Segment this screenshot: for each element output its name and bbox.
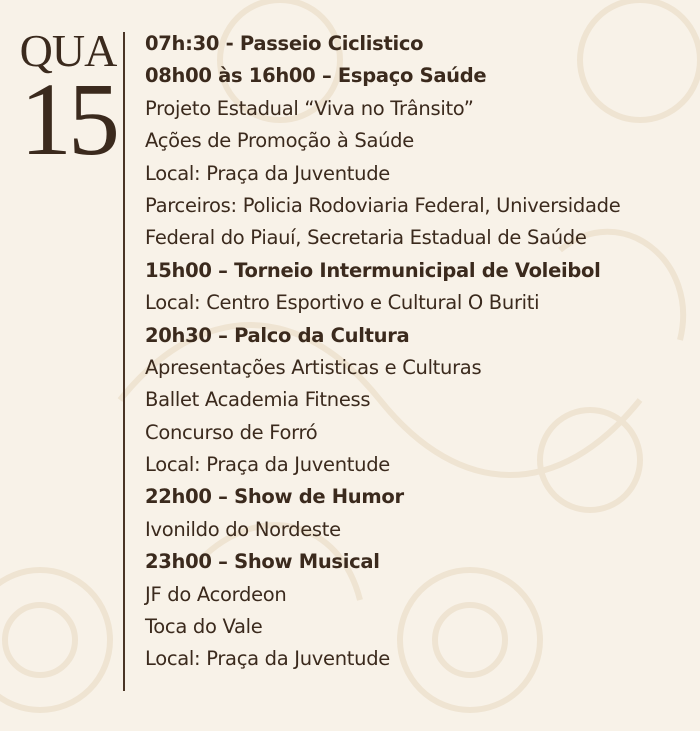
date-block (18, 25, 118, 177)
schedule-event-title: 20h30 – Palco da Cultura (145, 323, 410, 347)
schedule-detail: Local: Praça da Juventude (145, 453, 390, 477)
schedule-detail: Projeto Estadual “Viva no Trânsito” (145, 96, 474, 120)
schedule-event-title: 23h00 – Show Musical (145, 550, 380, 574)
schedule-event-title: 15h00 – Torneio Intermunicipal de Voleibol (145, 258, 601, 282)
schedule-detail: Ivonildo do Nordeste (145, 517, 341, 541)
schedule-event-title: 07h:30 - Passeio Ciclistico (145, 32, 424, 55)
day-number: 15 (20, 62, 116, 177)
schedule-detail: Ações de Promoção à Saúde (145, 129, 414, 153)
schedule-detail: JF do Acordeon (145, 582, 287, 606)
schedule-detail: Local: Centro Esportivo e Cultural O Buriti (145, 291, 540, 315)
schedule-list (145, 28, 620, 676)
schedule-detail: Ballet Academia Fitness (145, 388, 371, 412)
schedule-detail: Federal do Piauí, Secretaria Estadual de Saúde (145, 226, 587, 250)
schedule-detail: Local: Praça da Juventude (145, 161, 390, 185)
schedule-event-title: 22h00 – Show de Humor (145, 485, 404, 509)
schedule-detail: Toca do Vale (145, 615, 263, 639)
schedule-detail: Concurso de Forró (145, 420, 318, 444)
vertical-divider (123, 32, 125, 691)
schedule-detail: Parceiros: Policia Rodoviaria Federal, Universidade (145, 193, 621, 217)
schedule-detail: Local: Praça da Juventude (145, 647, 390, 671)
schedule-event-title: 08h00 às 16h00 – Espaço Saúde (145, 64, 487, 88)
weekday: QUA (19, 25, 117, 76)
schedule-detail: Apresentações Artisticas e Culturas (145, 355, 482, 379)
